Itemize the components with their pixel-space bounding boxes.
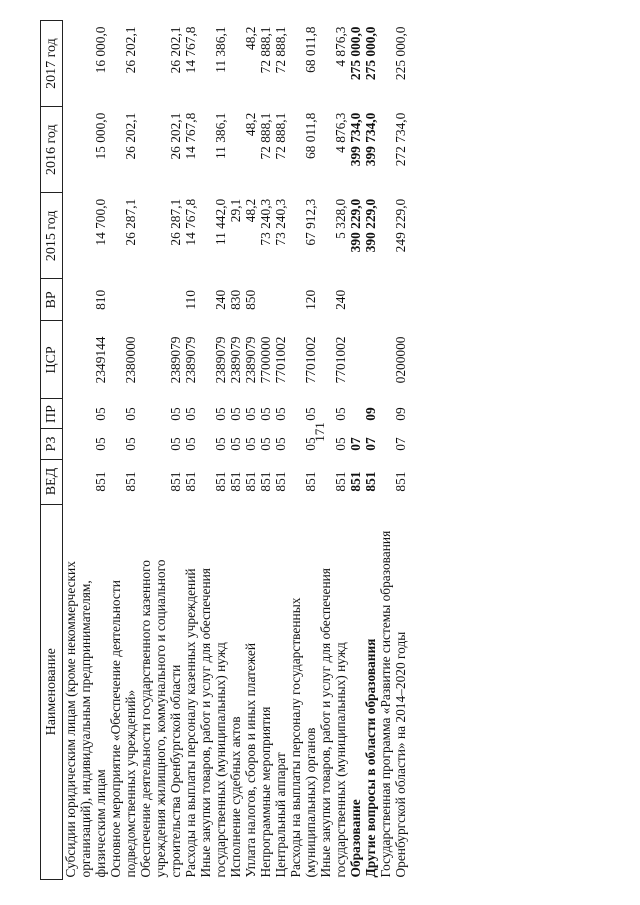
cell-2016: 14 767,8 <box>183 112 198 160</box>
cell-csr: 2349144 <box>93 336 108 384</box>
cell-csr: 2380000 <box>123 336 138 384</box>
cell-2017: 26 202,1 <box>123 26 138 74</box>
cell-name: Образование <box>348 799 363 878</box>
cell-2017: 72 888,1 <box>258 26 273 74</box>
cell-csr <box>363 321 378 399</box>
cell-ved: 851 <box>168 471 183 492</box>
cell-pr: 05 <box>168 407 183 421</box>
cell-2017: 68 011,8 <box>303 26 318 73</box>
header-vr: ВР <box>41 279 63 321</box>
cell-vr: 240 <box>333 289 348 310</box>
cell-pr: 09 <box>363 407 378 421</box>
cell-name: Государственная программа «Развитие системы образования Оренбургской области» на 2014–2020 годы <box>378 530 408 878</box>
cell-rz: 05 <box>213 437 228 451</box>
cell-pr: 09 <box>393 407 408 421</box>
cell-name: Расходы на выплаты персоналу казенных учреждений <box>183 568 198 878</box>
cell-vr <box>348 279 363 321</box>
cell-vr <box>138 279 183 321</box>
cell-vr <box>273 279 288 321</box>
table-row <box>273 21 288 880</box>
cell-rz: 05 <box>183 437 198 451</box>
cell-ved: 851 <box>348 471 363 492</box>
cell-name: Уплата налогов, сборов и иных платежей <box>243 642 258 878</box>
cell-2016: 26 202,1 <box>123 112 138 160</box>
cell-2015: 14 700,0 <box>93 198 108 246</box>
cell-pr: 05 <box>123 407 138 421</box>
cell-2016: 68 011,8 <box>303 112 318 160</box>
table-row <box>243 21 258 880</box>
cell-2016: 11 386,1 <box>213 112 228 160</box>
cell-ved: 851 <box>303 471 318 492</box>
cell-rz: 07 <box>393 437 408 451</box>
cell-rz: 05 <box>228 437 243 451</box>
cell-pr: 05 <box>333 407 348 421</box>
cell-ved: 851 <box>183 471 198 492</box>
cell-name: Обеспечение деятельности государственного казенного учреждения жилищного, коммунального и социального строительства Оренбургской области <box>138 559 183 878</box>
cell-csr: 2389079 <box>183 336 198 384</box>
table-row <box>228 21 243 880</box>
cell-ved: 851 <box>243 471 258 492</box>
table-row <box>183 21 198 880</box>
cell-vr <box>258 279 273 321</box>
cell-2016: 72 888,1 <box>273 112 288 160</box>
cell-2017: 11 386,1 <box>213 26 228 73</box>
cell-name: Основное мероприятие «Обеспечение деятельности подведомственных учреждений» <box>108 580 138 878</box>
cell-vr: 830 <box>228 289 243 310</box>
cell-ved: 851 <box>273 471 288 492</box>
cell-vr: 120 <box>303 289 318 310</box>
cell-rz: 05 <box>168 437 183 451</box>
cell-pr: 05 <box>183 407 198 421</box>
cell-rz: 05 <box>123 437 138 451</box>
cell-2017: 14 767,8 <box>183 26 198 74</box>
cell-vr <box>363 279 378 321</box>
cell-pr: 05 <box>303 407 318 421</box>
cell-2016: 399 734,0 <box>348 112 363 167</box>
header-2017: 2017 год <box>41 21 63 107</box>
cell-2016: 48,2 <box>243 112 258 137</box>
cell-2015: 390 229,0 <box>348 198 363 253</box>
table-header <box>41 21 63 880</box>
cell-2015: 48,2 <box>243 198 258 223</box>
cell-pr <box>348 399 363 429</box>
cell-name: Иные закупки товаров, работ и услуг для обеспечения государственных (муниципальных) нужд <box>198 568 228 878</box>
cell-csr: 2389079 <box>228 336 243 384</box>
cell-name: Субсидии юридическим лицам (кроме некоммерческих организаций), индивидуальным предпринимателям, физическим лицам <box>63 561 108 878</box>
table-row <box>138 21 183 880</box>
cell-name: Иные закупки товаров, работ и услуг для обеспечения государственных (муниципальных) нужд <box>318 568 348 878</box>
cell-2015: 249 229,0 <box>393 198 408 253</box>
header-rz: РЗ <box>41 429 63 459</box>
cell-2017: 275 000,0 <box>348 26 363 81</box>
header-2016: 2016 год <box>41 107 63 193</box>
cell-csr: 7701002 <box>303 336 318 384</box>
cell-csr: 7700000 <box>258 336 273 384</box>
cell-csr: 7701002 <box>273 336 288 384</box>
cell-2015: 29,1 <box>228 198 243 223</box>
budget-table <box>40 20 408 880</box>
header-csr: ЦСР <box>41 321 63 399</box>
cell-csr: 2389079 <box>168 336 183 384</box>
cell-2016: 4 876,3 <box>333 112 348 153</box>
cell-2017: 4 876,3 <box>333 26 348 67</box>
cell-vr: 850 <box>243 289 258 310</box>
cell-pr: 05 <box>213 407 228 421</box>
cell-2015: 26 287,1 <box>123 198 138 246</box>
cell-2015: 26 287,1 <box>168 198 183 246</box>
table-row <box>288 21 318 880</box>
cell-2015: 5 328,0 <box>333 198 348 239</box>
cell-2016: 72 888,1 <box>258 112 273 160</box>
cell-2017: 225 000,0 <box>393 26 408 81</box>
cell-2016: 399 734,0 <box>363 112 378 167</box>
cell-2015: 11 442,0 <box>213 198 228 246</box>
cell-vr <box>108 279 138 321</box>
table-body <box>63 21 409 880</box>
cell-rz: 05 <box>243 437 258 451</box>
cell-vr: 240 <box>213 289 228 310</box>
cell-2017: 16 000,0 <box>93 26 108 74</box>
cell-csr <box>348 321 363 399</box>
table-row <box>258 21 273 880</box>
cell-vr: 810 <box>93 289 108 310</box>
cell-name: Расходы на выплаты персоналу государственных (муниципальных) органов <box>288 597 318 878</box>
cell-name: Исполнение судебных актов <box>228 716 243 878</box>
cell-2015: 73 240,3 <box>273 198 288 246</box>
cell-2016 <box>228 107 243 193</box>
cell-pr: 05 <box>273 407 288 421</box>
cell-pr: 05 <box>228 407 243 421</box>
cell-2016: 26 202,1 <box>168 112 183 160</box>
cell-2015: 14 767,8 <box>183 198 198 246</box>
cell-csr: 2389079 <box>243 336 258 384</box>
cell-2017: 48,2 <box>243 26 258 50</box>
header-name: Наименование <box>41 504 63 879</box>
cell-csr: 0200000 <box>393 336 408 384</box>
header-pr: ПР <box>41 399 63 429</box>
cell-ved: 851 <box>213 471 228 492</box>
cell-csr: 7701002 <box>333 336 348 384</box>
cell-pr: 05 <box>243 407 258 421</box>
cell-ved: 851 <box>123 471 138 492</box>
cell-2015: 67 912,3 <box>303 198 318 246</box>
cell-name: Другие вопросы в области образования <box>363 638 378 878</box>
cell-ved: 851 <box>228 471 243 492</box>
cell-vr <box>378 279 408 321</box>
cell-2015: 73 240,3 <box>258 198 273 246</box>
cell-csr: 2389079 <box>213 336 228 384</box>
cell-2016: 272 734,0 <box>393 112 408 167</box>
cell-ved: 851 <box>363 471 378 492</box>
table-row <box>348 21 363 880</box>
cell-rz: 05 <box>258 437 273 451</box>
table-row <box>63 21 109 880</box>
cell-rz: 05 <box>273 437 288 451</box>
cell-ved: 851 <box>93 471 108 492</box>
page-number: 171 <box>312 422 327 442</box>
header-ved: ВЕД <box>41 459 63 504</box>
cell-2015: 390 229,0 <box>363 198 378 253</box>
cell-rz: 05 <box>303 437 318 451</box>
table-row <box>198 21 228 880</box>
header-2015: 2015 год <box>41 193 63 279</box>
cell-rz: 07 <box>363 437 378 451</box>
cell-ved: 851 <box>393 471 408 492</box>
cell-2017 <box>228 21 243 107</box>
cell-pr: 05 <box>93 407 108 421</box>
cell-2017: 72 888,1 <box>273 26 288 74</box>
cell-2017: 26 202,1 <box>168 26 183 74</box>
cell-ved: 851 <box>258 471 273 492</box>
table-row <box>378 21 408 880</box>
table-row <box>318 21 348 880</box>
cell-ved: 851 <box>333 471 348 492</box>
cell-rz: 07 <box>348 437 363 451</box>
table-row <box>108 21 138 880</box>
cell-name: Центральный аппарат <box>273 752 288 878</box>
cell-pr: 05 <box>258 407 273 421</box>
cell-name: Непрограммные мероприятия <box>258 706 273 878</box>
cell-vr: 110 <box>183 290 198 310</box>
rotated-page <box>40 20 620 880</box>
table-row <box>363 21 378 880</box>
cell-2016: 15 000,0 <box>93 112 108 160</box>
cell-rz: 05 <box>333 437 348 451</box>
cell-2017: 275 000,0 <box>363 26 378 81</box>
cell-rz: 05 <box>93 437 108 451</box>
